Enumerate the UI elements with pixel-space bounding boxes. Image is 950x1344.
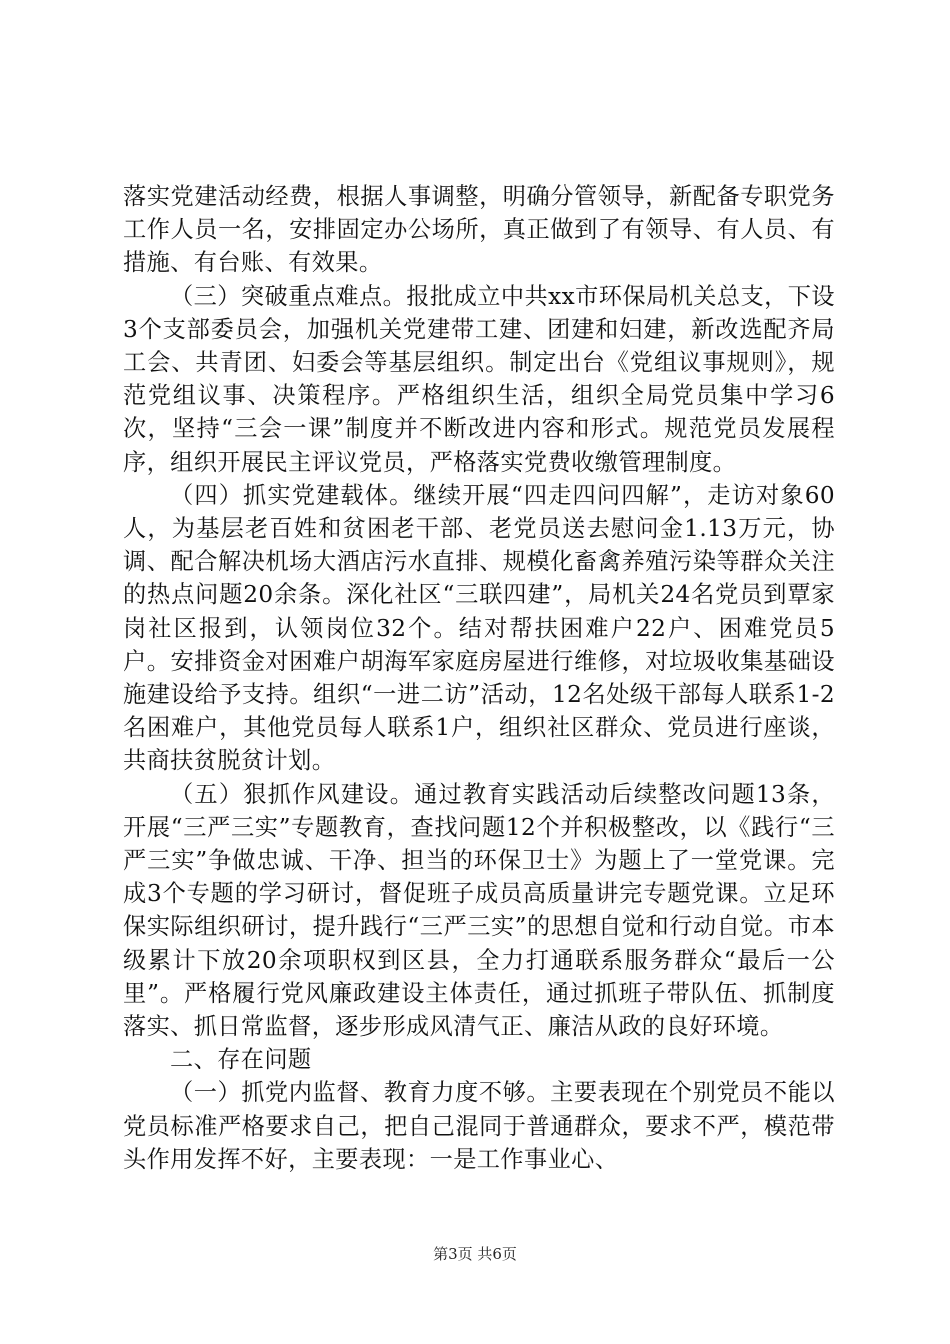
paragraph-section-4: （四）抓实党建载体。继续开展“四走四问四解”，走访对象60人，为基层老百姓和贫困老干部、老党员送去慰问金1.13万元，协调、配合解决机场大酒店污水直排、规模化畜禽养殖污染等群众关注的热点问题20余条。深化社区“三联四建”，局机关24名党员到覃家岗社区报到，认领岗位32个。结对帮扶困难户22户、困难党员5户。安排资金对困难户胡海军家庭房屋进行维修，对垃圾收集基础设施建设给予支持。组织“一进二访”活动，12名处级干部每人联系1-2名困难户，其他党员每人联系1户，组织社区群众、党员进行座谈，共商扶贫脱贫计划。	[123, 481, 835, 775]
section-heading: 二、存在问题	[170, 1046, 312, 1074]
paragraph-continuation: 落实党建活动经费，根据人事调整，明确分管领导，新配备专职党务工作人员一名，安排固定办公场所，真正做到了有领导、有人员、有措施、有台账、有效果。	[123, 183, 835, 277]
paragraph-section-5: （五）狠抓作风建设。通过教育实践活动后续整改问题13条，开展“三严三实”专题教育，查找问题12个并积极整改，以《践行“三严三实”争做忠诚、干净、担当的环保卫士》为题上了一堂党课。完成3个专题的学习研讨，督促班子成员高质量讲完专题党课。立足环保实际组织研讨，提升践行“三严三实”的思想自觉和行动自觉。市本级累计下放20余项职权到区县，全力打通联系服务群众“最后一公里”。严格履行党风廉政建设主体责任，通过抓班子带队伍、抓制度落实、抓日常监督，逐步形成风清气正、廉洁从政的良好环境。	[123, 780, 835, 1041]
paragraph-section-3: （三）突破重点难点。报批成立中共xx市环保局机关总支，下设3个支部委员会，加强机关党建带工建、团建和妇建，新改选配齐局工会、共青团、妇委会等基层组织。制定出台《党组议事规则》，规范党组议事、决策程序。严格组织生活，组织全局党员集中学习6次，坚持“三会一课”制度并不断改进内容和形式。规范党员发展程序，组织开展民主评议党员，严格落实党费收缴管理制度。	[123, 282, 835, 476]
page-footer: 第3页 共6页	[433, 1245, 517, 1263]
paragraph-problem-1: （一）抓党内监督、教育力度不够。主要表现在个别党员不能以党员标准严格要求自己，把自己混同于普通群众，要求不严，模范带头作用发挥不好，主要表现：一是工作事业心、	[123, 1079, 835, 1173]
document-body	[123, 180, 835, 1176]
